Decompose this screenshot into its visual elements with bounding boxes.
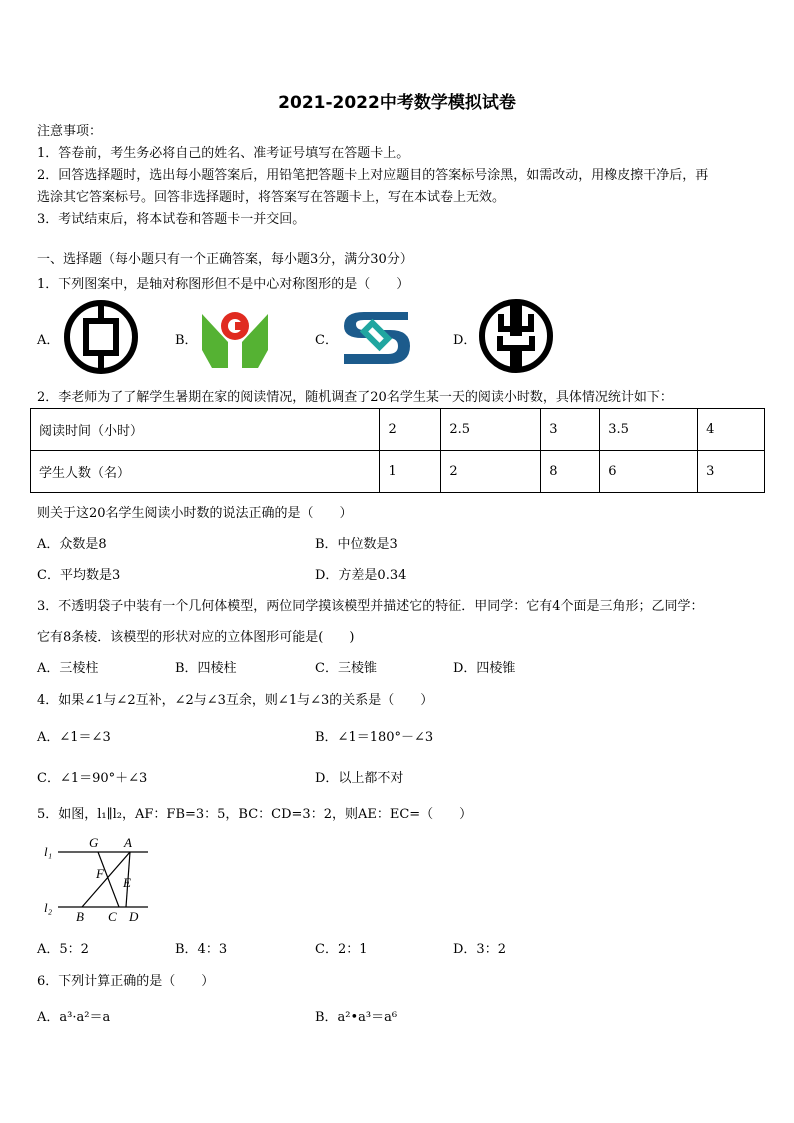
q6-option-b: B．a²•a³＝a⁶ (315, 1010, 398, 1025)
q2-option-b: B．中位数是3 (315, 537, 398, 552)
bank-emblem-c-icon (338, 302, 414, 370)
label-a: A (124, 835, 132, 850)
q1-option-c-label: C． (315, 333, 338, 348)
label-c: C (108, 909, 117, 924)
q1-option-a-label: A． (37, 333, 60, 348)
label-b: B (76, 909, 84, 924)
q5-stem: 5．如图，l₁∥l₂，AF：FB=3：5，BC：CD=3：2，则AE：EC=（ ） (37, 807, 473, 822)
table-cell: 3 (541, 409, 600, 451)
q4-stem: 4．如果∠1与∠2互补，∠2与∠3互余，则∠1与∠3的关系是（ ） (37, 693, 434, 708)
q3-stem-line2: 它有8条棱．该模型的形状对应的立体图形可能是( ) (37, 630, 355, 645)
q2-option-a: A．众数是8 (37, 537, 107, 552)
q4-option-d: D．以上都不对 (315, 771, 404, 786)
q4-option-a: A．∠1＝∠3 (37, 730, 111, 745)
table-cell: 学生人数（名） (31, 451, 380, 493)
q6-option-a: A．a³·a²＝a (37, 1010, 111, 1025)
table-row (31, 409, 765, 451)
table-cell: 2 (380, 409, 441, 451)
note-item: 1．答卷前，考生务必将自己的姓名、准考证号填写在答题卡上。 (37, 146, 410, 161)
q2-option-c: C．平均数是3 (37, 568, 121, 583)
page-title: 2021-2022中考数学模拟试卷 (278, 93, 516, 113)
table-row (31, 451, 765, 493)
table-cell: 2 (441, 451, 541, 493)
q2-followup: 则关于这20名学生阅读小时数的说法正确的是（ ） (37, 506, 353, 521)
table-cell: 2.5 (441, 409, 541, 451)
parallel-lines-figure (38, 832, 154, 924)
table-cell: 1 (380, 451, 441, 493)
table-cell: 阅读时间（小时） (31, 409, 380, 451)
q4-option-b: B．∠1＝180°－∠3 (315, 730, 434, 745)
q2-option-d: D．方差是0.34 (315, 568, 407, 583)
q3-stem-line1: 3．不透明袋子中装有一个几何体模型，两位同学摸该模型并描述它的特征．甲同学：它有4个面是三角形；乙同学： (37, 599, 704, 614)
q5-option-c: C．2：1 (315, 942, 368, 957)
coin-emblem-icon (60, 298, 142, 376)
q2-stem: 2．李老师为了了解学生暑期在家的阅读情况，随机调查了20名学生某一天的阅读小时数，具体情况统计如下： (37, 390, 673, 405)
label-g: G (89, 835, 99, 850)
table-cell: 3 (698, 451, 765, 493)
note-item: 2．回答选择题时，选出每小题答案后，用铅笔把答题卡上对应题目的答案标号涂黑，如需改动，用橡皮擦干净后，再 (37, 168, 709, 183)
label-f: F (96, 866, 104, 881)
q4-option-c: C．∠1＝90°＋∠3 (37, 771, 148, 786)
section-heading: 一、选择题（每小题只有一个正确答案，每小题3分，满分30分） (37, 252, 413, 267)
q1-option-b-label: B． (175, 333, 198, 348)
q3-option-c: C．三棱锥 (315, 661, 377, 676)
table-cell: 4 (698, 409, 765, 451)
label-l2: l₂ (44, 900, 53, 915)
label-l1: l₁ (44, 844, 53, 859)
q5-option-a: A．5：2 (37, 942, 89, 957)
reading-table (30, 408, 765, 493)
q5-option-d: D．3：2 (453, 942, 506, 957)
q1-stem: 1．下列图案中，是轴对称图形但不是中心对称图形的是（ ） (37, 277, 410, 292)
q5-option-b: B．4：3 (175, 942, 228, 957)
note-item: 选涂其它答案标号。回答非选择题时，将答案写在答题卡上，写在本试卷上无效。 (37, 190, 506, 205)
note-item: 3．考试结束后，将本试卷和答题卡一并交回。 (37, 212, 306, 227)
table-cell: 3.5 (600, 409, 698, 451)
q3-option-b: B．四棱柱 (175, 661, 237, 676)
label-d: D (129, 909, 139, 924)
q1-option-d-label: D． (453, 333, 477, 348)
label-e: E (123, 875, 131, 890)
table-cell: 8 (541, 451, 600, 493)
q6-stem: 6．下列计算正确的是（ ） (37, 974, 215, 989)
bank-emblem-d-icon (476, 296, 556, 376)
notes-heading: 注意事项： (37, 124, 103, 139)
bank-emblem-b-icon (198, 302, 272, 372)
table-cell: 6 (600, 451, 698, 493)
q3-option-d: D．四棱锥 (453, 661, 516, 676)
q3-option-a: A．三棱柱 (37, 661, 99, 676)
